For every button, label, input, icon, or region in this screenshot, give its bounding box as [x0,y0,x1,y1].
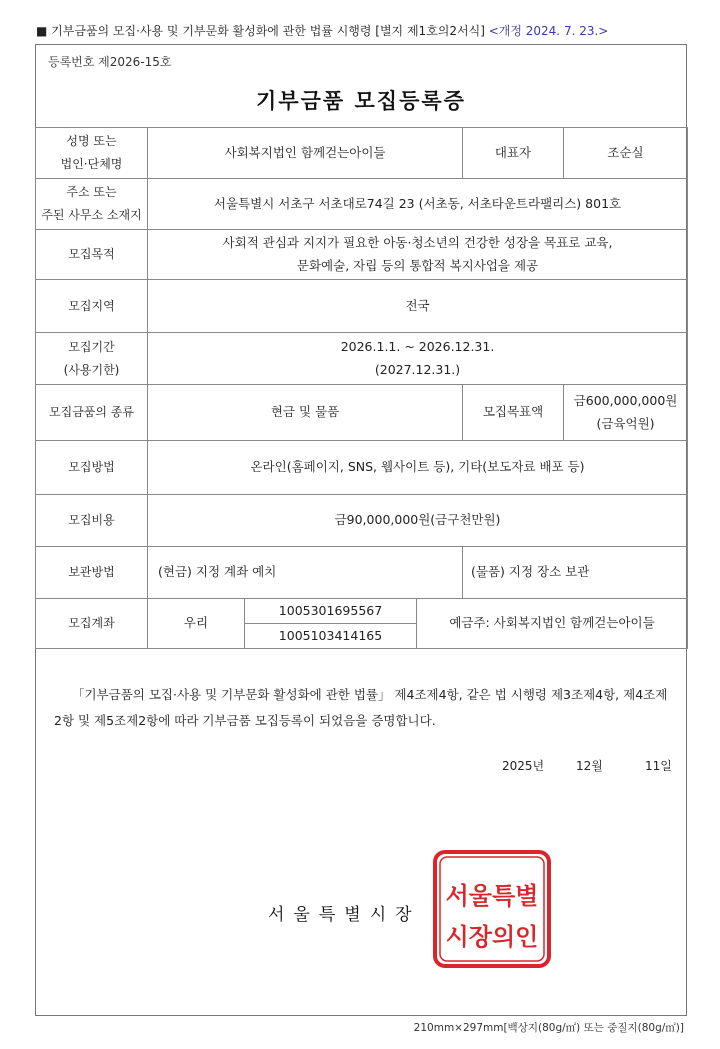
table-row [36,333,688,385]
table-row [36,547,688,599]
storage-label: 보관방법 [36,547,148,599]
registration-number: 등록번호 제2026-15호 [48,55,172,69]
table-row [36,280,688,333]
certificate-frame [35,44,687,1016]
table-row [36,385,688,441]
region-value: 전국 [148,280,688,333]
kind-value: 현금 및 물품 [148,385,463,441]
seal-line-1: 서울특별 [445,882,539,910]
kind-label: 모집금품의 종류 [36,385,148,441]
table-row [36,599,688,649]
paper-spec: 210mm×297mm[백상지(80g/㎡) 또는 중질지(80g/㎡)] [413,1022,684,1034]
address-label: 주소 또는 주된 사무소 소재지 [36,179,148,230]
cost-label: 모집비용 [36,495,148,547]
period-value: 2026.1.1. ~ 2026.12.31. (2027.12.31.) [148,333,688,385]
method-label: 모집방법 [36,441,148,495]
storage-cash: (현금) 지정 계좌 예치 [148,547,463,599]
name-label: 성명 또는 법인·단체명 [36,128,148,179]
account-number-1: 1005301695567 [245,599,416,624]
period-label: 모집기간 (사용기한) [36,333,148,385]
account-label: 모집계좌 [36,599,148,649]
name-value: 사회복지법인 함께걷는아이들 [148,128,463,179]
target-label: 모집목표액 [463,385,564,441]
registration-table [35,127,688,649]
date-month: 12월 [576,759,603,773]
certification-text: 「기부금품의 모집·사용 및 기부문화 활성화에 관한 법률」 제4조제4항, 같은 법 시행령 제3조제4항, 제4조제2항 및 제5조제2항에 따라 기부금품 모집등록이 되었음을 증명합니다. [54,687,668,729]
bank-name: 우리 [148,599,245,649]
table-row [36,230,688,280]
date-year: 2025년 [502,759,545,773]
form-caption: ■ 기부금품의 모집·사용 및 기부문화 활성화에 관한 법률 시행령 [별지 제1호의2서식] [36,24,485,38]
seal-line-2: 시장의인 [445,923,539,951]
region-label: 모집지역 [36,280,148,333]
cost-value: 금90,000,000원(금구천만원) [148,495,688,547]
account-numbers [245,599,417,649]
official-seal-icon [433,850,551,968]
representative-label: 대표자 [463,128,564,179]
account-holder: 예금주: 사회복지법인 함께걷는아이들 [417,599,688,649]
table-row [36,495,688,547]
form-caption-line [36,22,608,39]
account-number-2: 1005103414165 [278,628,383,643]
method-value: 온라인(홈페이지, SNS, 웹사이트 등), 기타(보도자료 배포 등) [148,441,688,495]
table-row [36,441,688,495]
issuer-name: 서울특별시장 [268,905,421,925]
revision-note: <개정 2024. 7. 23.> [488,24,609,38]
date-day: 11일 [645,759,672,773]
representative-value: 조순실 [564,128,688,179]
target-value: 금600,000,000원 (금육억원) [564,385,688,441]
purpose-value: 사회적 관심과 지지가 필요한 아동·청소년의 건강한 성장을 목표로 교육, 문화예술, 자립 등의 통합적 복지사업을 제공 [148,230,688,280]
table-row [36,128,688,179]
storage-goods: (물품) 지정 장소 보관 [463,547,688,599]
address-value: 서울특별시 서초구 서초대로74길 23 (서초동, 서초타운트라팰리스) 801호 [148,179,688,230]
document-title: 기부금품 모집등록증 [256,89,466,113]
purpose-label: 모집목적 [36,230,148,280]
table-row [36,179,688,230]
